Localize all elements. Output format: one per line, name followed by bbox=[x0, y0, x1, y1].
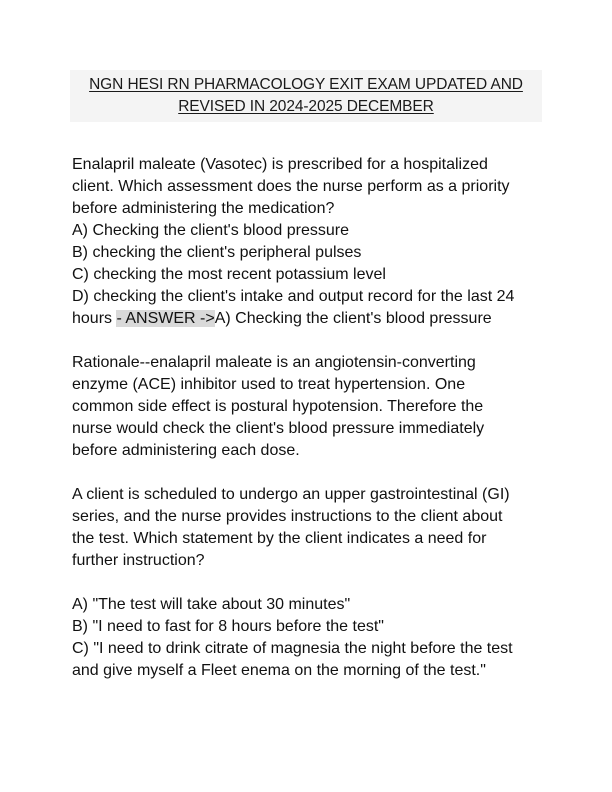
title-line-2: REVISED IN 2024-2025 DECEMBER bbox=[178, 98, 434, 115]
rationale-line: enzyme (ACE) inhibitor used to treat hypertension. One bbox=[72, 376, 466, 393]
rationale-line: Rationale--enalapril maleate is an angiotensin-converting bbox=[72, 354, 476, 371]
question-1-option-d: D) checking the client's intake and output record for the last 24 bbox=[72, 288, 515, 305]
question-2-option-c-continued: and give myself a Fleet enema on the morning of the test." bbox=[72, 662, 486, 679]
question-2-option-c: C) "I need to drink citrate of magnesia the night before the test bbox=[72, 640, 513, 657]
question-2-stem-line: the test. Which statement by the client indicates a need for bbox=[72, 530, 487, 547]
paragraph-gap bbox=[72, 462, 552, 484]
rationale-line: before administering each dose. bbox=[72, 442, 300, 459]
paragraph-gap bbox=[72, 572, 552, 594]
rationale-line: nurse would check the client's blood pressure immediately bbox=[72, 420, 485, 437]
question-1-stem-line: before administering the medication? bbox=[72, 200, 335, 217]
question-1-option-a: A) Checking the client's blood pressure bbox=[72, 222, 349, 239]
question-2-stem-line: A client is scheduled to undergo an upper gastrointestinal (GI) bbox=[72, 486, 510, 503]
rationale-line: common side effect is postural hypotension. Therefore the bbox=[72, 398, 484, 415]
question-1-stem-line: client. Which assessment does the nurse perform as a priority bbox=[72, 178, 510, 195]
question-2-stem-line: further instruction? bbox=[72, 552, 205, 569]
question-1-option-b: B) checking the client's peripheral pulses bbox=[72, 244, 362, 261]
option-d-continuation: hours bbox=[72, 310, 117, 327]
question-1-answer-line bbox=[72, 308, 552, 330]
question-2-option-b: B) "I need to fast for 8 hours before the test" bbox=[72, 618, 384, 635]
question-2-option-a: A) "The test will take about 30 minutes" bbox=[72, 596, 351, 613]
question-1-stem-line: Enalapril maleate (Vasotec) is prescribed for a hospitalized bbox=[72, 156, 488, 173]
answer-text: A) Checking the client's blood pressure bbox=[214, 310, 492, 327]
document-body bbox=[72, 154, 552, 682]
question-2-stem-line: series, and the nurse provides instructions to the client about bbox=[72, 508, 503, 525]
title-line-1: NGN HESI RN PHARMACOLOGY EXIT EXAM UPDATED AND bbox=[89, 76, 523, 93]
question-1 bbox=[72, 154, 552, 330]
rationale bbox=[72, 352, 552, 462]
document-title bbox=[70, 70, 542, 122]
question-2 bbox=[72, 484, 552, 682]
answer-marker: - ANSWER -> bbox=[116, 310, 215, 327]
paragraph-gap bbox=[72, 330, 552, 352]
question-1-option-c: C) checking the most recent potassium level bbox=[72, 266, 386, 283]
